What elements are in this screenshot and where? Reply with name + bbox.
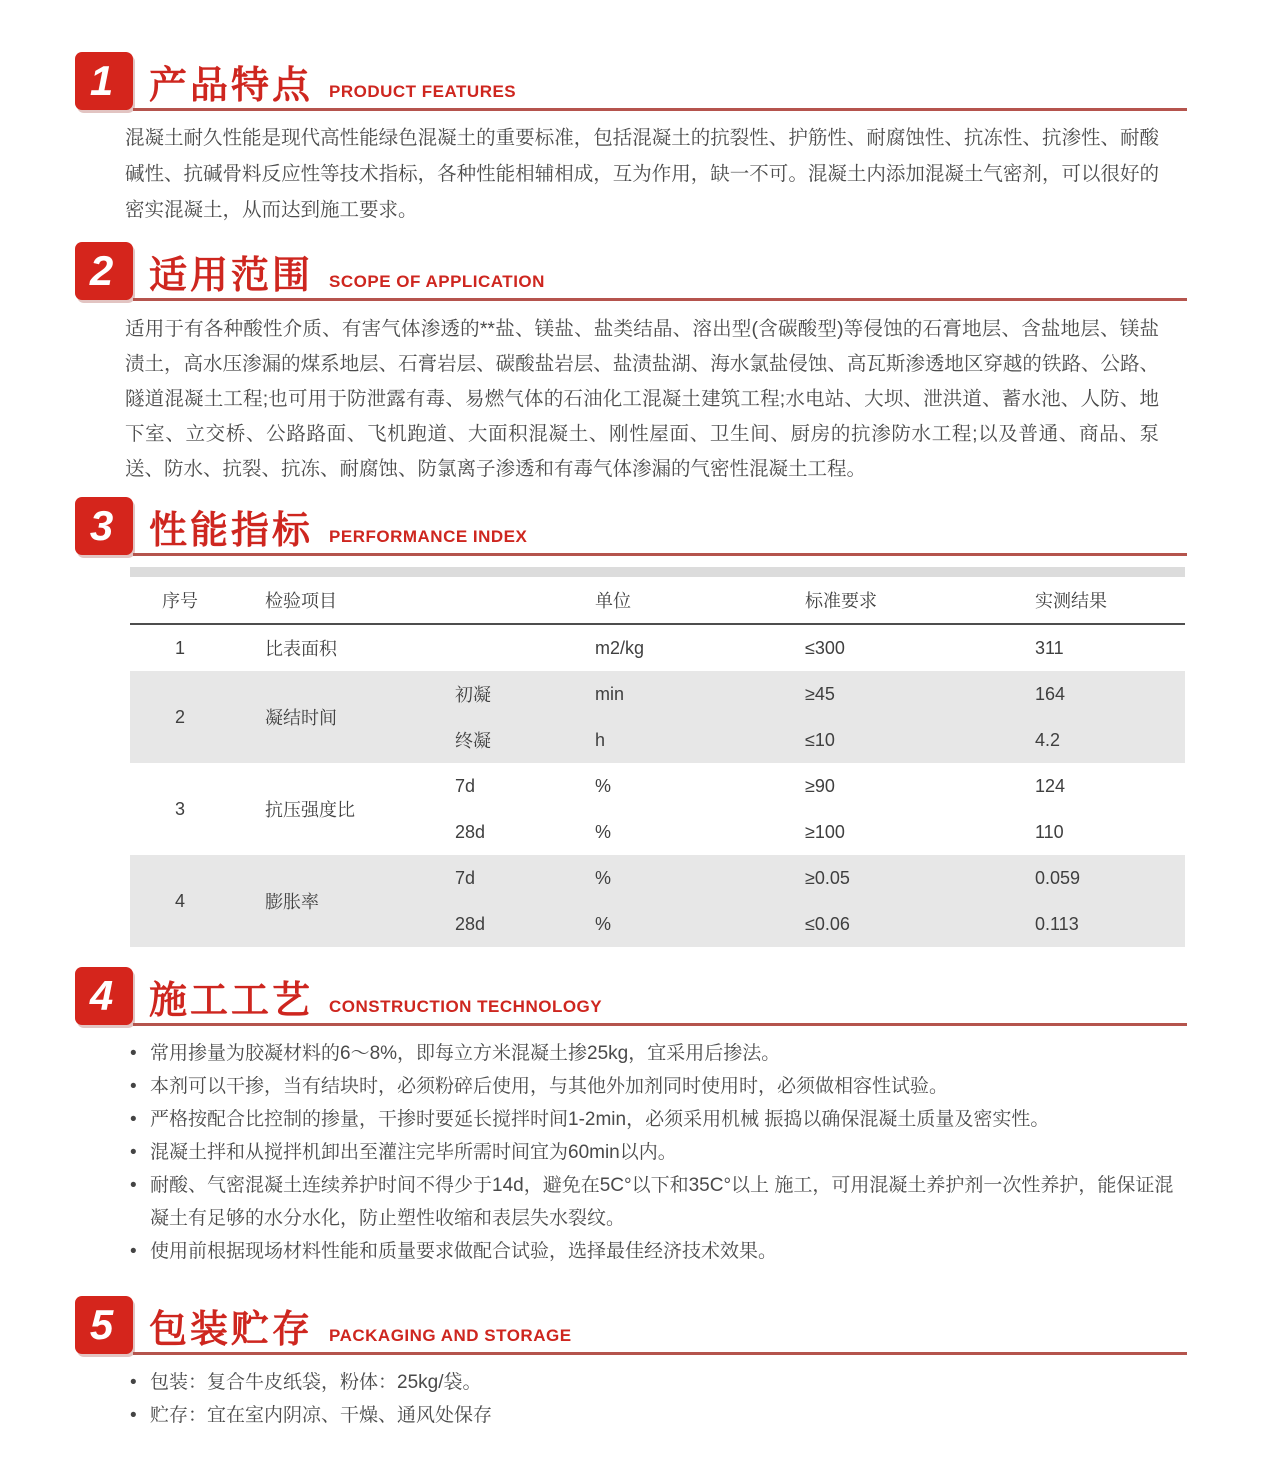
bullet-dot-icon: • <box>130 1405 137 1426</box>
section-number: 1 <box>89 57 114 104</box>
section-construction-technology <box>75 967 1187 1268</box>
construction-bullet-list <box>130 1037 1187 1268</box>
section-packaging-storage <box>75 1296 1187 1432</box>
section-title: 施工工艺 <box>149 980 314 1022</box>
table-header-no: 序号 <box>162 591 198 611</box>
bullet-text: 严格按配合比控制的掺量，干掺时要延长搅拌时间1-2min，必须采用机械 振捣以确保混凝土质量及密实性。 <box>150 1109 1050 1130</box>
bullet-dot-icon: • <box>130 1043 137 1064</box>
features-paragraph: 混凝土耐久性能是现代高性能绿色混凝土的重要标准，包括混凝土的抗裂性、护筋性、耐腐蚀性、抗冻性、抗渗性、耐酸碱性、抗碱骨料反应性等技术指标，各种性能相辅相成，互为作用，缺一不可。混凝土内添加混凝土气密剂，可以很好的密实混凝土，从而达到施工要求。 <box>125 127 1159 221</box>
table-cell-sub-item: 28d <box>455 913 486 934</box>
table-subrow <box>420 809 1185 855</box>
section-number: 5 <box>89 1301 114 1348</box>
table-cell-no: 3 <box>174 798 185 819</box>
table-cell-sub-item: 28d <box>455 821 486 842</box>
table-cell-standard: ≥0.05 <box>805 867 850 888</box>
table-cell-result: 164 <box>1035 683 1066 704</box>
bullet-item <box>130 1169 1187 1235</box>
table-cell-unit: m2/kg <box>595 637 645 658</box>
section-number-badge <box>75 52 133 110</box>
section-number-badge <box>75 497 133 555</box>
bullet-item <box>130 1136 1187 1169</box>
table-cell-standard: ≥45 <box>805 683 835 704</box>
section-subtitle: PRODUCT FEATURES <box>329 82 517 101</box>
table-cell-result: 124 <box>1035 775 1066 796</box>
bullet-text: 混凝土拌和从搅拌机卸出至灌注完毕所需时间宜为60min以内。 <box>150 1142 677 1163</box>
section-subtitle: PERFORMANCE INDEX <box>329 527 528 546</box>
table-cell-item: 膨胀率 <box>265 892 319 912</box>
table-cell-standard: ≤10 <box>805 729 835 750</box>
table-cell-standard: ≤0.06 <box>805 913 850 934</box>
section-subtitle: PACKAGING AND STORAGE <box>329 1326 572 1345</box>
section-subtitle: CONSTRUCTION TECHNOLOGY <box>329 997 603 1016</box>
section-title-row <box>133 52 1187 111</box>
bullet-dot-icon: • <box>130 1076 137 1097</box>
bullet-text: 常用掺量为胶凝材料的6～8%，即每立方米混凝土掺25kg，宜采用后掺法。 <box>150 1043 781 1064</box>
table-cell-no: 1 <box>174 637 185 658</box>
performance-table-body <box>130 625 1185 947</box>
section-performance-index <box>75 497 1187 947</box>
table-header-result: 实测结果 <box>1035 591 1107 611</box>
bullet-text: 使用前根据现场材料性能和质量要求做配合试验，选择最佳经济技术效果。 <box>150 1241 778 1262</box>
packaging-bullet-list <box>130 1366 1187 1432</box>
bullet-dot-icon: • <box>130 1175 137 1196</box>
table-subrows <box>420 763 1185 855</box>
bullet-dot-icon: • <box>130 1372 137 1393</box>
section-number-badge <box>75 242 133 300</box>
table-cell-standard: ≤300 <box>805 637 845 658</box>
bullet-dot-icon: • <box>130 1142 137 1163</box>
section-number: 3 <box>89 502 114 549</box>
section-number: 2 <box>89 247 114 294</box>
section-product-features <box>75 52 1187 228</box>
bullet-item <box>130 1235 1187 1268</box>
table-cell-result: 110 <box>1035 821 1064 842</box>
bullet-text: 耐酸、气密混凝土连续养护时间不得少于14d，避免在5C°以下和35C°以上 施工，可用混凝土养护剂一次性养护，能保证混凝土有足够的水分水化，防止塑性收缩和表层失水裂纹。 <box>150 1175 1174 1229</box>
table-subrow <box>420 717 1185 763</box>
bullet-item <box>130 1399 1187 1432</box>
section-number-badge <box>75 967 133 1025</box>
section-header <box>75 497 1187 557</box>
section-title: 产品特点 <box>149 65 314 107</box>
table-subrows <box>420 625 1185 671</box>
section-title: 适用范围 <box>149 255 314 297</box>
section-subtitle: SCOPE OF APPLICATION <box>329 272 545 291</box>
table-cell-unit: % <box>595 821 612 842</box>
section-number: 4 <box>89 972 114 1019</box>
table-row-group <box>130 763 1185 855</box>
table-header-unit: 单位 <box>595 591 631 611</box>
section-header <box>75 52 1187 112</box>
bullet-dot-icon: • <box>130 1241 137 1262</box>
table-cell-sub-item: 7d <box>455 775 476 796</box>
section-header <box>75 1296 1187 1356</box>
table-top-bar <box>130 567 1185 577</box>
table-cell-sub-item: 初凝 <box>455 685 491 705</box>
table-cell-unit: % <box>595 913 612 934</box>
table-cell-unit: % <box>595 775 612 796</box>
table-cell-item: 比表面积 <box>265 639 337 659</box>
table-cell-no: 4 <box>174 890 185 911</box>
bullet-item <box>130 1103 1187 1136</box>
table-cell-sub-item: 终凝 <box>455 731 491 751</box>
table-row-group <box>130 671 1185 763</box>
section-title-row <box>133 497 1187 556</box>
section-title-row <box>133 967 1187 1026</box>
table-cell-result: 4.2 <box>1035 729 1061 750</box>
section-header <box>75 967 1187 1027</box>
table-cell-standard: ≥100 <box>805 821 845 842</box>
bullet-dot-icon: • <box>130 1109 137 1130</box>
section-scope <box>75 242 1187 487</box>
table-cell-result: 0.113 <box>1035 913 1079 934</box>
bullet-item <box>130 1366 1187 1399</box>
table-cell-unit: min <box>595 683 625 704</box>
table-subrow <box>420 625 1185 671</box>
table-subrow <box>420 901 1185 947</box>
section-title-row <box>133 242 1187 301</box>
bullet-item <box>130 1070 1187 1103</box>
table-cell-item: 抗压强度比 <box>265 800 355 820</box>
table-cell-standard: ≥90 <box>805 775 835 796</box>
table-subrow <box>420 763 1185 809</box>
table-subrows <box>420 855 1185 947</box>
table-row-group <box>130 855 1185 947</box>
section-header <box>75 242 1187 302</box>
section-title: 性能指标 <box>149 510 314 552</box>
table-cell-no: 2 <box>174 706 185 727</box>
table-header-item: 检验项目 <box>265 591 337 611</box>
bullet-text: 包装：复合牛皮纸袋，粉体：25kg/袋。 <box>150 1372 482 1393</box>
table-cell-unit: % <box>595 867 612 888</box>
table-cell-unit: h <box>595 729 606 750</box>
section-number-badge <box>75 1296 133 1354</box>
table-header-row <box>130 577 1185 625</box>
table-cell-item: 凝结时间 <box>265 708 337 728</box>
section-title-row <box>133 1296 1187 1355</box>
table-subrow <box>420 671 1185 717</box>
table-cell-result: 0.059 <box>1035 867 1081 888</box>
table-cell-sub-item: 7d <box>455 867 476 888</box>
bullet-item <box>130 1037 1187 1070</box>
bullet-text: 贮存：宜在室内阴凉、干燥、通风处保存 <box>150 1405 493 1426</box>
table-subrow <box>420 855 1185 901</box>
scope-paragraph: 适用于有各种酸性介质、有害气体渗透的**盐、镁盐、盐类结晶、溶出型(含碳酸型)等侵蚀的石膏地层、含盐地层、镁盐渍土，高水压渗漏的煤系地层、石膏岩层、碳酸盐岩层、盐渍盐湖、海水氯盐侵蚀、高瓦斯渗透地区穿越的铁路、公路、隧道混凝土工程;也可用于防泄露有毒、易燃气体的石油化工混凝土建筑工程;水电站、大坝、泄洪道、蓄水池、人防、地下室、立交桥、公路路面、飞机跑道、大面积混凝土、刚性屋面、卫生间、厨房的抗渗防水工程;以及普通、商品、泵送、防水、抗裂、抗冻、耐腐蚀、防氯离子渗透和有毒气体渗漏的气密性混凝土工程。 <box>125 318 1159 480</box>
table-cell-result: 311 <box>1035 637 1064 658</box>
table-row-group <box>130 625 1185 671</box>
table-header-standard: 标准要求 <box>805 591 877 611</box>
bullet-text: 本剂可以干掺，当有结块时，必须粉碎后使用，与其他外加剂同时使用时，必须做相容性试验。 <box>150 1076 949 1097</box>
section-title: 包装贮存 <box>149 1309 314 1351</box>
table-subrows <box>420 671 1185 763</box>
performance-table <box>130 567 1185 947</box>
